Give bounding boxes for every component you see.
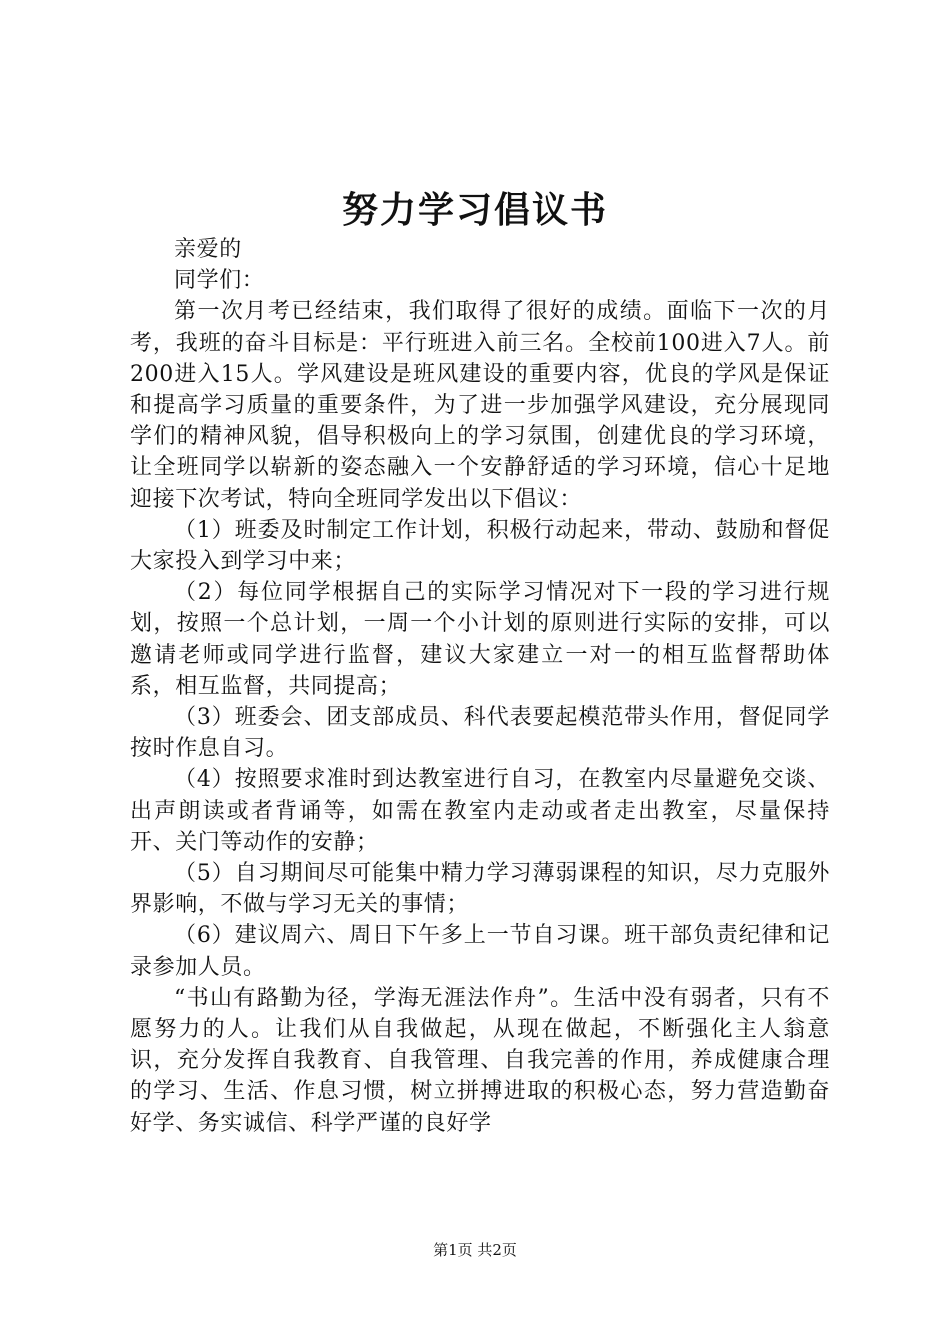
page-number: 第1页: [433, 1241, 473, 1259]
paragraph-item-1: （1）班委及时制定工作计划，积极行动起来，带动、鼓励和督促大家投入到学习中来；: [130, 517, 830, 575]
paragraph-item-4: （4）按照要求准时到达教室进行自习，在教室内尽量避免交谈、出声朗读或者背诵等，如需在教室内走动或者走出教室，尽量保持开、关门等动作的安静；: [130, 767, 830, 855]
paragraph-item-5: （5）自习期间尽可能集中精力学习薄弱课程的知识，尽力克服外界影响，不做与学习无关的事情；: [130, 861, 830, 918]
salutation-line-1: 亲爱的: [174, 237, 242, 262]
page-total: 共2页: [477, 1241, 517, 1259]
document-body: [130, 234, 830, 1139]
paragraph-item-6: （6）建议周六、周日下午多上一节自习课。班干部负责纪律和记录参加人员。: [130, 923, 830, 980]
paragraph-item-3: （3）班委会、团支部成员、科代表要起模范带头作用，督促同学按时作息自习。: [130, 705, 830, 762]
document-title: 努力学习倡议书: [341, 189, 608, 231]
page-footer: [0, 1240, 950, 1260]
salutation-line-2: 同学们：: [174, 268, 265, 294]
paragraph-intro: 第一次月考已经结束，我们取得了很好的成绩。面临下一次的月考，我班的奋斗目标是：平行班进入前三名。全校前100进入7人。前200进入15人。学风建设是班风建设的重要内容，优良的学风是保证和提高学习质量的重要条件，为了进一步加强学风建设，充分展现同学们的精神风貌，倡导积极向上的学习氛围，创建优良的学习环境，让全班同学以崭新的姿态融入一个安静舒适的学习环境，信心十足地迎接下次考试，特向全班同学发出以下倡议：: [130, 299, 830, 512]
paragraph-item-2: （2）每位同学根据自己的实际学习情况对下一段的学习进行规划，按照一个总计划，一周一个小计划的原则进行实际的安排，可以邀请老师或同学进行监督，建议大家建立一对一的相互监督帮助体系，相互监督，共同提高；: [130, 580, 830, 699]
paragraph-closing: “书山有路勤为径，学海无涯法作舟”。生活中没有弱者，只有不愿努力的人。让我们从自我做起，从现在做起，不断强化主人翁意识，充分发挥自我教育、自我管理、自我完善的作用，养成健康合理的学习、生活、作息习惯，树立拼搏进取的积极心态，努力营造勤奋好学、务实诚信、科学严谨的良好学: [130, 985, 830, 1136]
